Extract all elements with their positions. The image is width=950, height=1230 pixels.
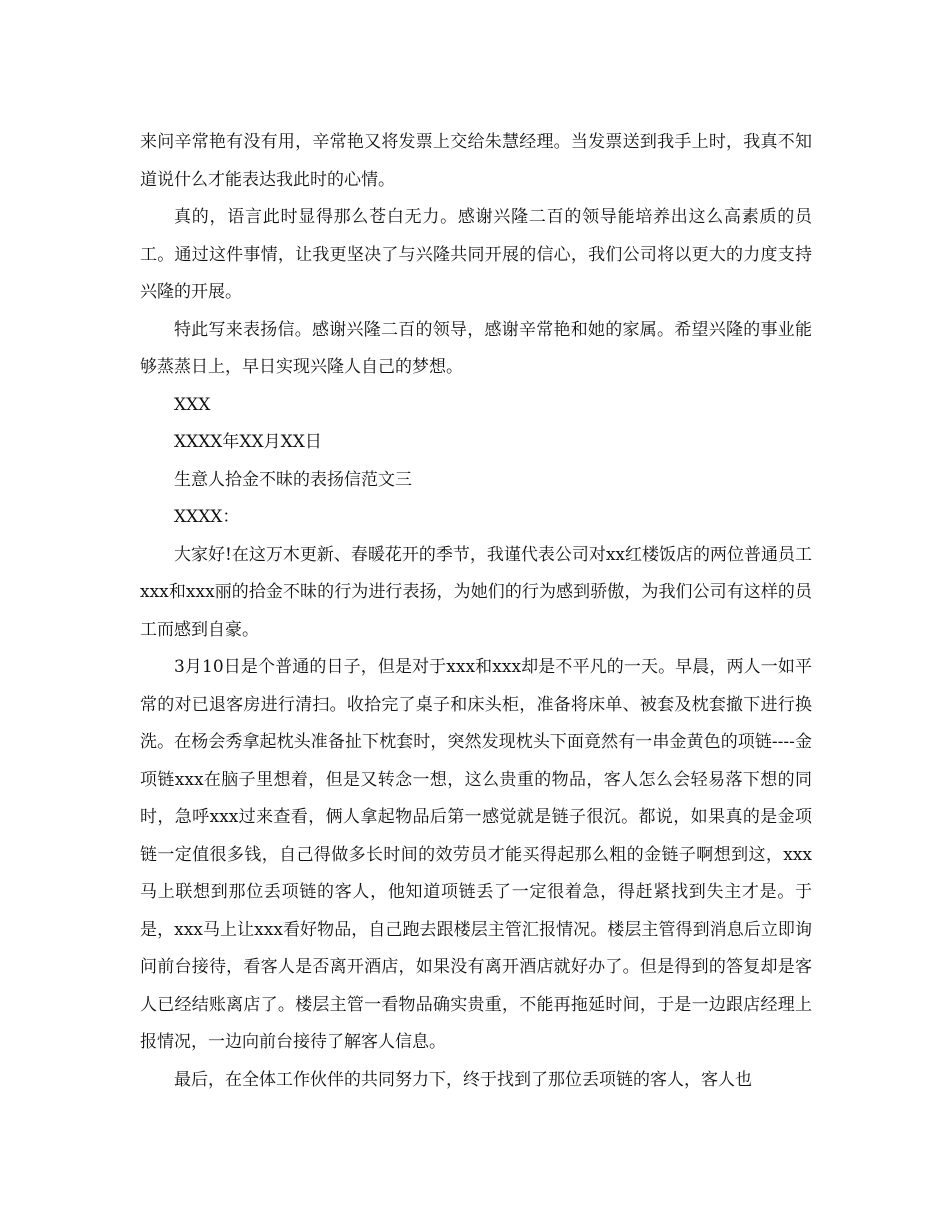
document-page (140, 124, 812, 1099)
paragraph-final: 最后，在全体工作伙伴的共同努力下，终于找到了那位丢项链的客人，客人也 (174, 1069, 752, 1090)
section-title: 生意人拾金不昧的表扬信范文三 (174, 469, 412, 490)
paragraph-gratitude: 真的，语言此时显得那么苍白无力。感谢兴隆二百的领导能培养出这么高素质的员工。通过这件事情，让我更坚决了与兴隆共同开展的信心，我们公司将以更大的力度支持兴隆的开展。 (140, 207, 812, 302)
paragraph-story: 3月10日是个普通的日子，但是对于xxx和xxx却是不平凡的一天。早晨，两人一如平常的对已退客房进行清扫。收拾完了桌子和床头柜，准备将床单、被套及枕套撤下进行换洗。在杨会秀拿起枕头准备扯下枕套时，突然发现枕头下面竟然有一串金黄色的项链----金项链xxx在脑子里想着，但是又转念一想，这么贵重的物品，客人怎么会轻易落下想的同时，急呼xxx过来查看，俩人拿起物品后第一感觉就是链子很沉。都说，如果真的是金项链一定值很多钱，自己得做多长时间的效劳员才能买得起那么粗的金链子啊想到这，xxx马上联想到那位丢项链的客人，他知道项链丢了一定很着急，得赶紧找到失主才是。于是，xxx马上让xxx看好物品，自己跑去跟楼层主管汇报情况。楼层主管得到消息后立即询问前台接待，看客人是否离开酒店，如果没有离开酒店就好办了。但是得到的答复却是客人已经结账离店了。楼层主管一看物品确实贵重，不能再拖延时间，于是一边跟店经理上报情况，一边向前台接待了解客人信息。 (140, 657, 812, 1052)
paragraph-greeting: 大家好!在这万木更新、春暖花开的季节，我谨代表公司对xx红楼饭店的两位普通员工xxx和xxx丽的拾金不昧的行为进行表扬，为她们的行为感到骄傲，为我们公司有这样的员工而感到自豪。 (140, 544, 813, 640)
paragraph-continuation: 来问辛常艳有没有用，辛常艳又将发票上交给朱慧经理。当发票送到我手上时，我真不知道说什么才能表达我此时的心情。 (140, 132, 812, 190)
salutation: XXXX： (174, 507, 240, 527)
signature-date: XXXX年XX月XX日 (174, 432, 322, 452)
paragraph-closing: 特此写来表扬信。感谢兴隆二百的领导，感谢辛常艳和她的家属。希望兴隆的事业能够蒸蒸日上，早日实现兴隆人自己的梦想。 (140, 319, 812, 377)
signature-name: XXX (174, 394, 211, 415)
